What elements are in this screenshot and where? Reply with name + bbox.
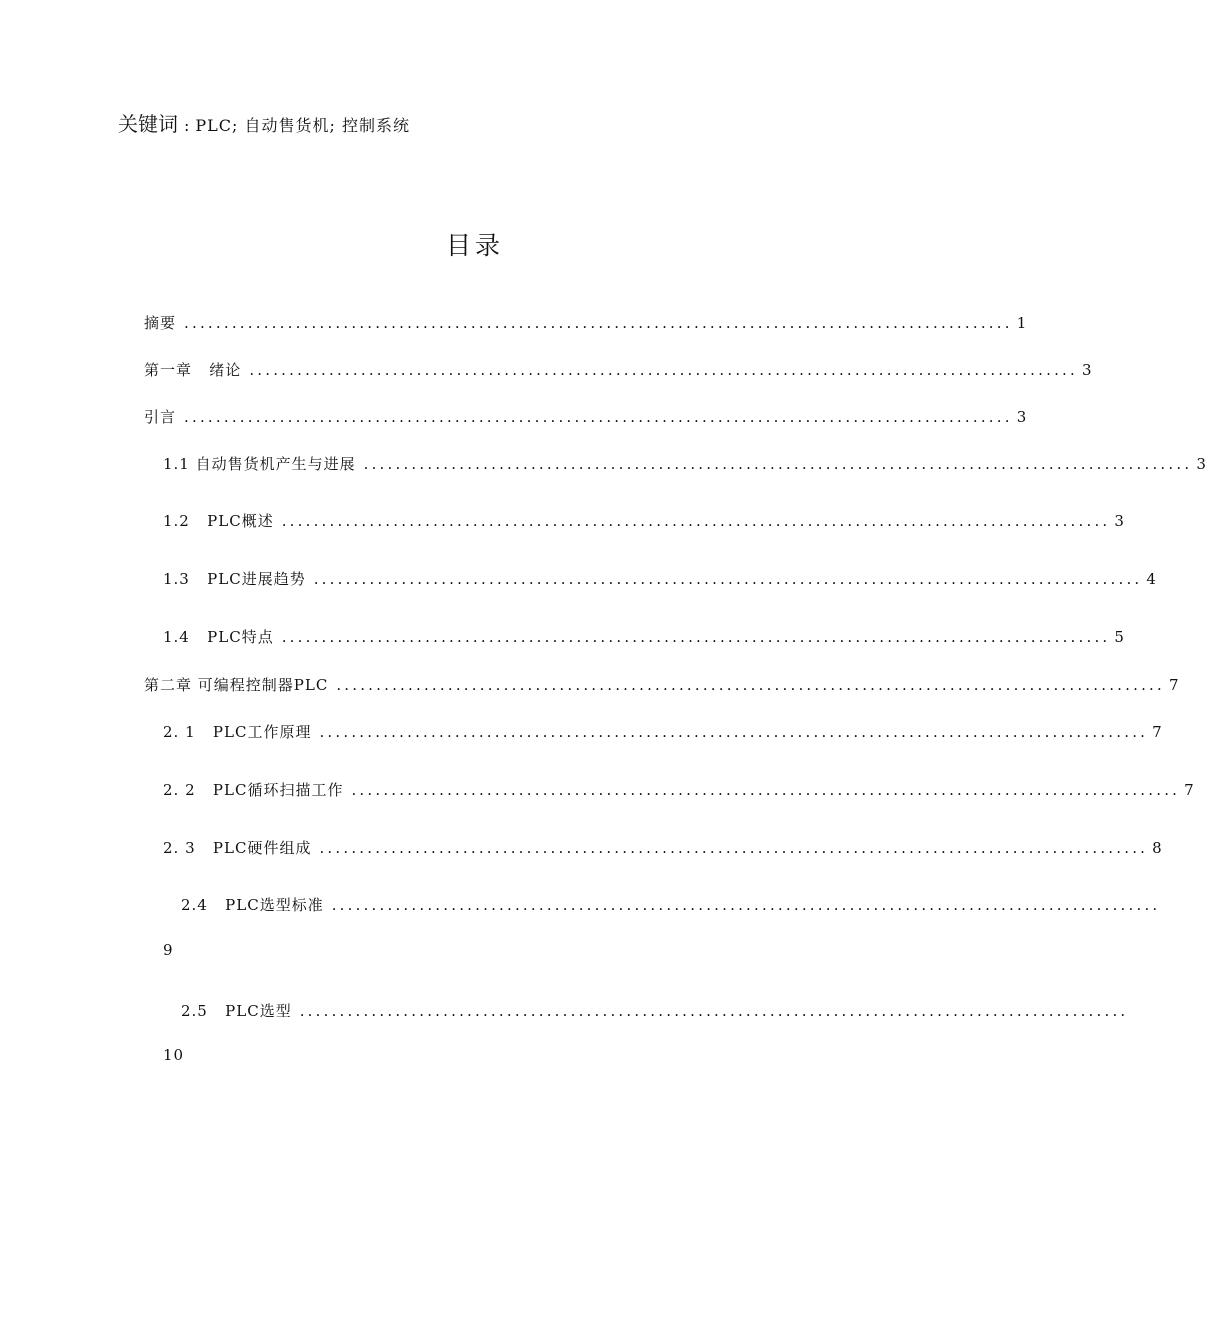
toc-entry[interactable] [163, 779, 1195, 800]
toc-entry-page: 1 [1016, 314, 1028, 332]
toc-leader-dots: ........................................................................................................ [336, 676, 1165, 694]
keywords-label: 关键词 [118, 112, 178, 136]
toc-entry-page: 3 [1016, 408, 1028, 426]
toc-entry-page: 5 [1114, 628, 1125, 646]
toc-leader-dots: ........................................................................................................ [363, 455, 1193, 473]
toc-leader-dots: ........................................................................................................ [281, 512, 1111, 530]
toc-entry-label: 2.4 PLC选型标准 [181, 896, 324, 914]
keywords-line [118, 108, 410, 137]
toc-leader-dots: ........................................................................................................ [249, 361, 1078, 379]
toc-entry-label: 1.1 自动售货机产生与进展 [163, 455, 356, 473]
toc-entry-page: 9 [163, 941, 174, 959]
toc-entry[interactable] [144, 406, 1028, 427]
toc-entry-label: 第二章 可编程控制器PLC [144, 676, 329, 694]
toc-entry[interactable] [163, 721, 1163, 742]
toc-entry-label: 引言 [144, 408, 177, 426]
toc-leader-dots: ........................................................................................................ [351, 781, 1181, 799]
toc-entry-page: 3 [1082, 361, 1093, 379]
toc-entry[interactable] [163, 510, 1125, 531]
toc-leader-dots: ........................................................................................................ [184, 408, 1013, 426]
toc-entry-label: 1.3 PLC进展趋势 [163, 570, 306, 588]
keywords-separator: : [184, 116, 190, 135]
toc-entry[interactable] [163, 626, 1125, 647]
toc-leader-dots: ........................................................................................................ [319, 839, 1149, 857]
toc-leader-dots: ........................................................................................................ [281, 628, 1111, 646]
toc-leader-dots: ........................................................................................................ [319, 723, 1149, 741]
toc-entry-page: 4 [1146, 570, 1157, 588]
toc-entry-page: 10 [163, 1046, 185, 1064]
toc-entry-label: 2. 3 PLC硬件组成 [163, 839, 312, 857]
toc-entry-label: 2. 2 PLC循环扫描工作 [163, 781, 344, 799]
toc-entry-label: 2. 1 PLC工作原理 [163, 723, 312, 741]
toc-entry-label: 1.2 PLC概述 [163, 512, 274, 530]
toc-entry[interactable] [163, 453, 1207, 474]
toc-entry-label: 第一章 绪论 [144, 361, 242, 379]
toc-leader-dots: ........................................................................................................ [331, 896, 1161, 914]
toc-entry-page: 3 [1196, 455, 1207, 473]
toc-title: 目录 [445, 231, 504, 260]
toc-entry-label: 1.4 PLC特点 [163, 628, 274, 646]
toc-entry[interactable] [144, 359, 1093, 380]
toc-entry[interactable] [163, 837, 1163, 858]
toc-entry[interactable] [144, 674, 1180, 695]
toc-entry-page: 7 [1184, 781, 1195, 799]
toc-entry[interactable] [163, 568, 1157, 589]
toc-entry[interactable] [144, 312, 1028, 333]
toc-entry-label: 摘要 [144, 314, 177, 332]
toc-entry-page: 7 [1152, 723, 1163, 741]
toc-entry[interactable] [181, 894, 1161, 915]
toc-leader-dots: ........................................................................................................ [299, 1002, 1129, 1020]
toc-entry-page: 8 [1152, 839, 1163, 857]
toc-leader-dots: ........................................................................................................ [313, 570, 1143, 588]
toc-entry-page: 7 [1169, 676, 1180, 694]
toc-leader-dots: ........................................................................................................ [184, 314, 1013, 332]
toc-entry-label: 2.5 PLC选型 [181, 1002, 292, 1020]
toc-entry-page: 3 [1114, 512, 1125, 530]
keywords-values: PLC; 自动售货机; 控制系统 [195, 116, 410, 135]
toc-entry[interactable] [181, 1000, 1129, 1021]
